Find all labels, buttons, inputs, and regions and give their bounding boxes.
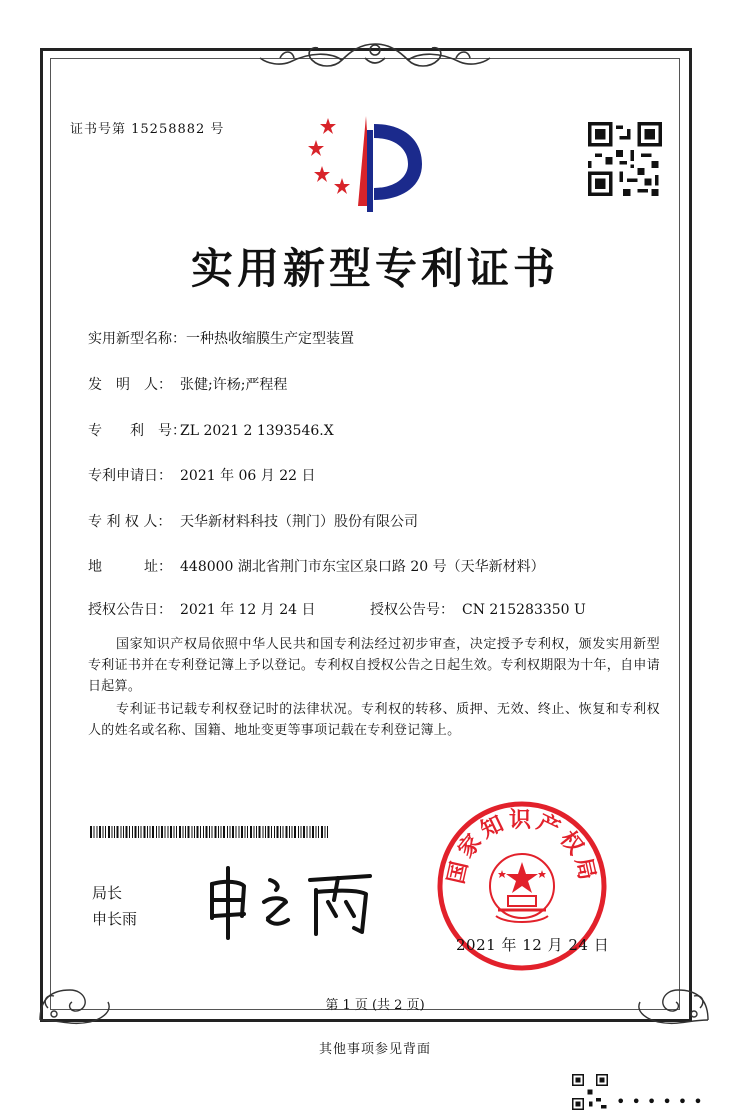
field-grant-number	[370, 599, 586, 619]
field-value: 2021 年 12 月 24 日	[180, 602, 316, 618]
patent-office-logo-icon	[308, 110, 428, 218]
field-label: 专 利 号：	[88, 423, 186, 439]
page-number: 第 1 页 (共 2 页)	[325, 998, 425, 1013]
footer-note: 其他事项参见背面	[318, 1042, 431, 1057]
notice-paragraph-1: 国家知识产权局依照中华人民共和国专利法经过初步审查，决定授予专利权，颁发实用新型专利证书并在专利登记簿上予以登记。专利权自授权公告之日起生效。专利权期限为十年，自申请日起算。	[88, 637, 660, 694]
field-label: 专 利 权 人：	[88, 514, 172, 530]
director-name: 申长雨	[92, 910, 138, 928]
field-grant-date	[88, 599, 316, 619]
field-value: 448000 湖北省荆门市东宝区泉口路 20 号（天华新材料）	[180, 559, 545, 575]
field-utility-name	[88, 328, 354, 348]
field-label: 授权公告日：	[88, 602, 172, 618]
seal-date: 2021 年 12 月 24 日	[456, 936, 610, 954]
field-label: 地 址：	[88, 559, 172, 575]
barcode-icon	[90, 826, 330, 838]
handwritten-signature-icon	[198, 860, 378, 940]
certificate-title: 实用新型专利证书	[190, 244, 559, 293]
field-value: 天华新材料科技（荆门）股份有限公司	[180, 514, 418, 530]
field-filing-date	[88, 465, 316, 485]
field-value: 2021 年 06 月 22 日	[180, 468, 316, 484]
director-title: 局长	[92, 884, 123, 902]
field-address	[88, 556, 545, 576]
field-value: CN 215283350 U	[462, 602, 586, 618]
certificate-number: 证书号第 15258882 号	[70, 122, 225, 137]
notice-paragraph-2: 专利证书记载专利权登记时的法律状况。专利权的转移、质押、无效、终止、恢复和专利权人的姓名或名称、国籍、地址变更等事项记载在专利登记簿上。	[88, 702, 660, 738]
field-value: ZL 2021 2 1393546.X	[180, 423, 334, 439]
field-inventor	[88, 374, 287, 394]
field-label: 授权公告号：	[370, 602, 454, 618]
field-patent-number	[88, 420, 334, 440]
seal-text: 国家知识产权局	[444, 807, 600, 887]
field-patentee	[88, 511, 418, 531]
top-ornament-icon	[250, 38, 500, 78]
field-label: 发 明 人：	[88, 377, 172, 393]
decorative-dots: ••••••	[616, 1092, 709, 1111]
field-label: 专利申请日：	[88, 468, 172, 484]
qr-code-icon	[588, 122, 662, 196]
field-label: 实用新型名称：	[88, 331, 186, 347]
small-qr-code-icon	[571, 1074, 609, 1110]
field-value: 一种热收缩膜生产定型装置	[186, 331, 354, 347]
field-value: 张健;许杨;严程程	[180, 377, 288, 393]
